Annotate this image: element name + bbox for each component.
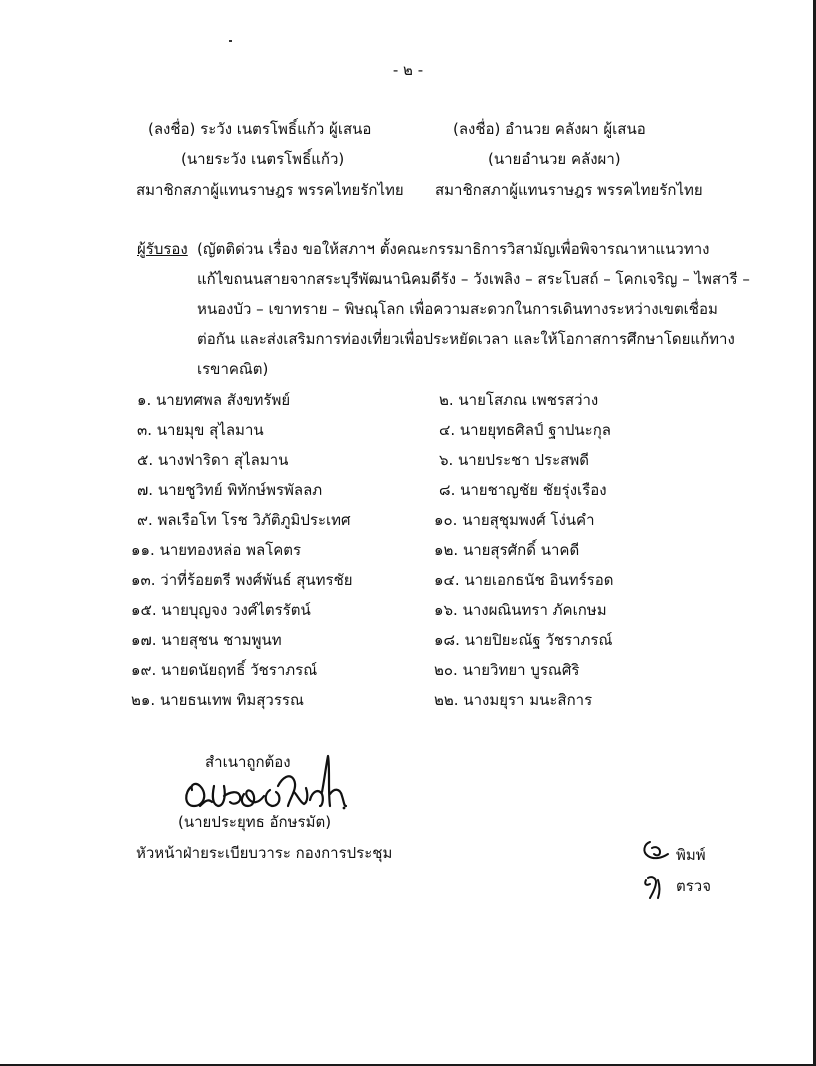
endorser-item: ๓. นายมุข สุไลมาน (137, 421, 264, 439)
certifier-position: หัวหน้าฝ่ายระเบียบวาระ กองการประชุม (136, 844, 393, 862)
endorser-item: ๗. นายชูวิทย์ พิทักษ์พรพัลลภ (137, 481, 323, 499)
endorser-item: ๑. นายทศพล สังขทรัพย์ (137, 391, 291, 409)
endorser-item: ๑๒. นายสุรศักดิ์ นาคดี (434, 541, 580, 559)
endorser-item: ๘. นายชาญชัย ชัยรุ่งเรือง (439, 481, 607, 499)
page-number: - ๒ - (392, 61, 424, 79)
endorser-item: ๖. นายประชา ประสพดี (439, 451, 589, 469)
endorser-item: ๒๑. นายธนเทพ ทิมสุวรรณ (131, 691, 304, 709)
proposer-right-sign: (ลงชื่อ) อำนวย คลังผา ผู้เสนอ (453, 120, 646, 138)
endorser-item: ๔. นายยุทธศิลป์ ฐาปนะกุล (439, 421, 611, 439)
typist-initial-mark (640, 838, 672, 862)
proposer-left-name: (นายระวัง เนตรโพธิ์แก้ว) (181, 150, 345, 168)
endorser-item: ๒๒. นางมยุรา มนะสิการ (434, 691, 593, 709)
proposer-left-sign: (ลงชื่อ) ระวัง เนตรโพธิ์แก้ว ผู้เสนอ (148, 120, 372, 138)
proposer-right-name: (นายอำนวย คลังผา) (488, 150, 621, 168)
endorsement-line-1: (ญัตติด่วน เรื่อง ขอให้สภาฯ ตั้งคณะกรรมาธิการวิสามัญเพื่อพิจารณาหาแนวทาง (197, 240, 710, 258)
endorsement-line-2: แก้ไขถนนสายจากสระบุรีพัฒนานิคมดีรัง – วังเพลิง – สระโบสถ์ – โคกเจริญ – ไพสารี – (197, 270, 750, 288)
endorser-item: ๑๗. นายสุชน ชามพูนท (131, 631, 282, 649)
endorser-item: ๑๙. นายดนัยฤทธิ์ วัชราภรณ์ (131, 661, 318, 679)
proposer-right-position: สมาชิกสภาผู้แทนราษฎร พรรคไทยรักไทย (435, 181, 703, 199)
endorser-item: ๑๐. นายสุชุมพงศ์ โง่นคำ (434, 511, 595, 529)
signature-mark (178, 752, 358, 814)
endorser-item: ๒. นายโสภณ เพชรสว่าง (439, 391, 599, 409)
endorsement-heading: ผู้รับรอง (137, 240, 188, 258)
endorser-item: ๑๖. นางผณินทรา ภัคเกษม (434, 601, 607, 619)
proposer-left-position: สมาชิกสภาผู้แทนราษฎร พรรคไทยรักไทย (136, 181, 404, 199)
certifier-name: (นายประยุทธ อักษรมัต) (178, 813, 332, 831)
endorser-item: ๑๕. นายบุญจง วงศ์ไตรรัตน์ (131, 601, 311, 619)
endorser-item: ๑๘. นายปิยะณัฐ วัชราภรณ์ (434, 631, 613, 649)
endorser-item: ๙. พลเรือโท โรช วิภัติภูมิประเทศ (137, 511, 351, 529)
checker-initial-mark (640, 872, 670, 900)
endorser-item: ๑๓. ว่าที่ร้อยตรี พงศ์พันธ์ สุนทรชัย (131, 571, 353, 589)
typed-label: พิมพ์ (676, 846, 706, 864)
checked-label: ตรวจ (676, 877, 712, 895)
endorsement-line-5: เรขาคณิต) (197, 360, 269, 378)
certified-copy-label: สำเนาถูกต้อง (205, 753, 291, 771)
endorser-item: ๑๑. นายทองหล่อ พลโคตร (131, 541, 302, 559)
endorser-item: ๒๐. นายวิทยา บูรณศิริ (434, 661, 580, 679)
endorser-item: ๕. นางฟาริดา สุไลมาน (137, 451, 289, 469)
scan-speck (229, 40, 232, 42)
endorsement-line-3: หนองบัว – เขาทราย – พิษณุโลก เพื่อความสะดวกในการเดินทางระหว่างเขตเชื่อม (197, 300, 718, 318)
endorsement-line-4: ต่อกัน และส่งเสริมการท่องเที่ยวเพื่อประหยัดเวลา และให้โอกาสการศึกษาโดยแก้ทาง (197, 330, 735, 348)
endorser-item: ๑๔. นายเอกธนัช อินทร์รอด (434, 571, 614, 589)
